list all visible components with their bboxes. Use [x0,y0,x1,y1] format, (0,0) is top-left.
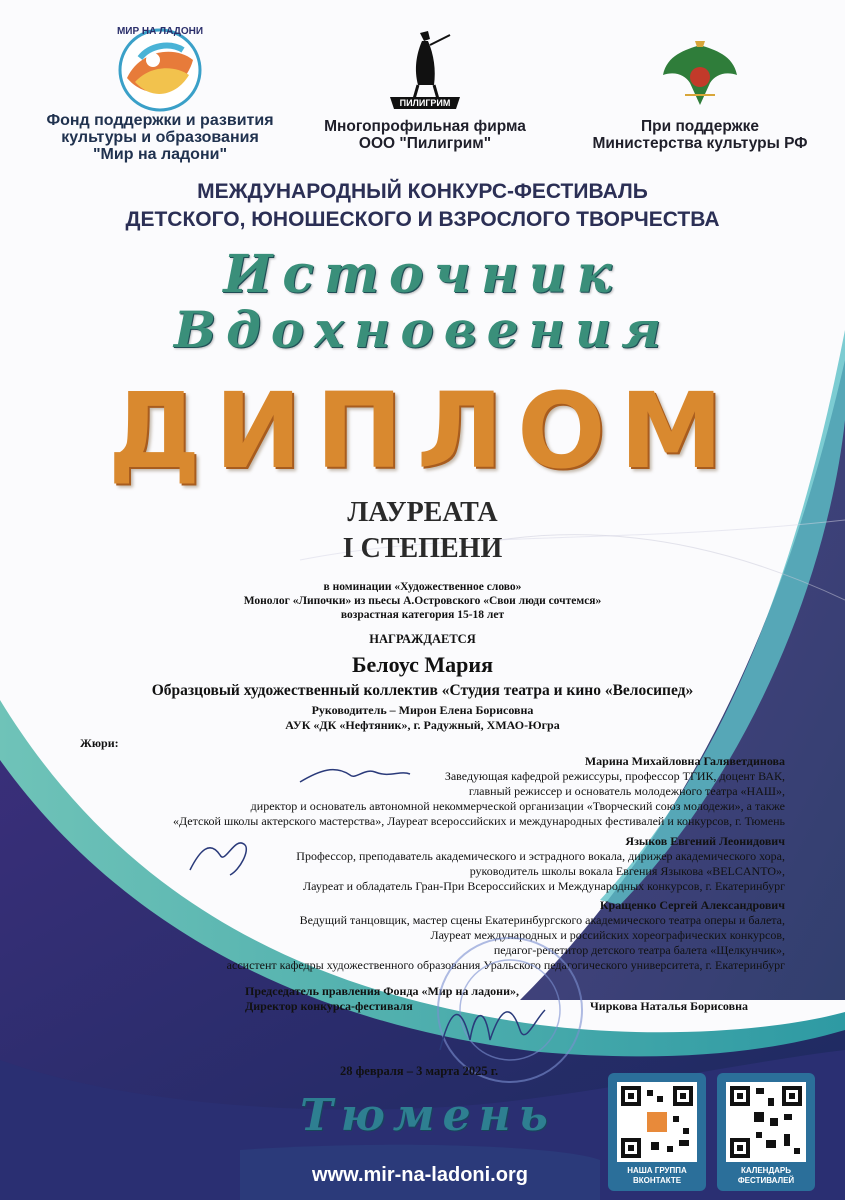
jury-member-line: Заведующая кафедрой режиссуры, профессор ТГИК, доцент ВАК, [444,769,785,783]
jury-member-line: Лауреат и обладатель Гран-При Всероссийских и Международных конкурсов, г. Екатеринбург [303,879,785,893]
qr-vk-group[interactable] [608,1073,706,1191]
diploma-heading: ДИПЛОМ [108,370,737,492]
pilgrim-logo [380,25,470,115]
mir-na-ladoni-logo [105,20,215,115]
jury-member-line: руководитель школы вокала Евгения Языкова «BELCANTO», [469,864,785,878]
jury-member-line: главный режиссер и основатель молодежного театра «НАШ», [468,784,785,798]
foundation-caption [30,112,290,163]
laureate-line2: I СТЕПЕНИ [342,533,503,564]
festival-dates: 28 февраля – 3 марта 2025 г. [340,1064,499,1078]
laureate-line1: ЛАУРЕАТА [347,497,498,528]
qr-label [608,1166,706,1186]
jury-heading: Жюри: [80,736,119,750]
jury-member-line: Ведущий танцовщик, мастер сцены Екатеринбургского академического театра оперы и балета, [299,913,785,927]
qr-label [717,1166,815,1186]
recipient-name: Белоус Мария [352,652,493,677]
jury-member-name: Кращенко Сергей Александрович [599,898,785,912]
qr-label-line1: КАЛЕНДАРЬ [740,1166,792,1175]
foundation-caption-line2: культуры и образования [61,129,259,146]
logo-arc-text: МИР НА ЛАДОНИ [116,26,204,37]
chairman-name: Чиркова Наталья Борисовна [590,999,749,1013]
ministry-caption-line2: Министерства культуры РФ [592,135,808,152]
festival-title-line1: МЕЖДУНАРОДНЫЙ КОНКУРС-ФЕСТИВАЛЬ [197,180,648,203]
jury-member-1 [173,754,785,829]
chairman-title-line2: Директор конкурса-фестиваля [245,999,413,1013]
qr-label-line2: ФЕСТИВАЛЕЙ [737,1176,795,1185]
jury-member-line: ассистент кафедры художественного образования Уральского педагогического университета, г. Екатеринбург [226,958,785,972]
ministry-caption-line1: При поддержке [641,118,759,135]
pilgrim-ribbon-text: ПИЛИГРИМ [399,98,451,108]
nomination-line2: Монолог «Липочки» из пьесы А.Островского «Свои люди сочтемся» [243,595,602,607]
awarded-label: НАГРАЖДАЕТСЯ [369,632,476,646]
leader-line: Руководитель – Мирон Елена Борисовна [311,703,534,717]
institution-line: АУК «ДК «Нефтяник», г. Радужный, ХМАО-Югра [285,718,560,732]
qr-code-icon [617,1082,697,1162]
jury-member-line: «Детской школы актерского мастерства», Лауреат всероссийских и международных фестивалей и конкурсов, г. Тюмень [172,814,785,828]
jury-member-line: Профессор, преподаватель академического и эстрадного вокала, дирижер академического хора, [296,849,785,863]
nomination-line1: в номинации «Художественное слово» [323,581,522,593]
signature-2 [180,830,260,880]
jury-member-name: Марина Михайловна Галяветдинова [584,754,785,768]
ministry-caption [570,118,830,152]
foundation-caption-line3: "Мир на ладони" [92,146,228,163]
jury-member-line: педагог-репетитор детского театра балета «Щелкунчик», [493,943,785,957]
qr-festival-calendar[interactable] [717,1073,815,1191]
website-link[interactable]: www.mir-na-ladoni.org [312,1164,528,1186]
pilgrim-caption-line1: Многопрофильная фирма [324,118,526,135]
signature-1 [295,760,415,790]
coat-of-arms-emblem [655,35,745,115]
nomination-line3: возрастная категория 15-18 лет [340,609,505,621]
foundation-caption-line1: Фонд поддержки и развития [46,112,274,129]
jury-member-line: Лауреат международных и российских хореографических конкурсов, [430,928,785,942]
signature-chairman [430,990,550,1060]
qr-code-icon [726,1082,806,1162]
jury-member-name: Языков Евгений Леонидович [625,834,785,848]
city-name: Тюмень [300,1090,556,1141]
qr-label-line2: ВКОНТАКТЕ [632,1176,682,1185]
script-title-line2: Вдохновения [173,300,672,359]
pilgrim-caption-line2: ООО "Пилигрим" [358,135,492,152]
jury-member-2 [296,834,785,894]
jury-member-line: директор и основатель автономной некоммерческой организации «Творческий союз молодежи», а также [250,799,785,813]
pilgrim-caption [305,118,545,152]
collective-name: Образцовый художественный коллектив «Студия театра и кино «Велосипед» [151,682,694,699]
script-title-line1: Источник [223,244,622,305]
chairman-title-line1: Председатель правления Фонда «Мир на ладони», [245,984,519,998]
qr-label-line1: НАША ГРУППА [627,1166,687,1175]
festival-title-line2: ДЕТСКОГО, ЮНОШЕСКОГО И ВЗРОСЛОГО ТВОРЧЕСТВА [125,208,720,231]
